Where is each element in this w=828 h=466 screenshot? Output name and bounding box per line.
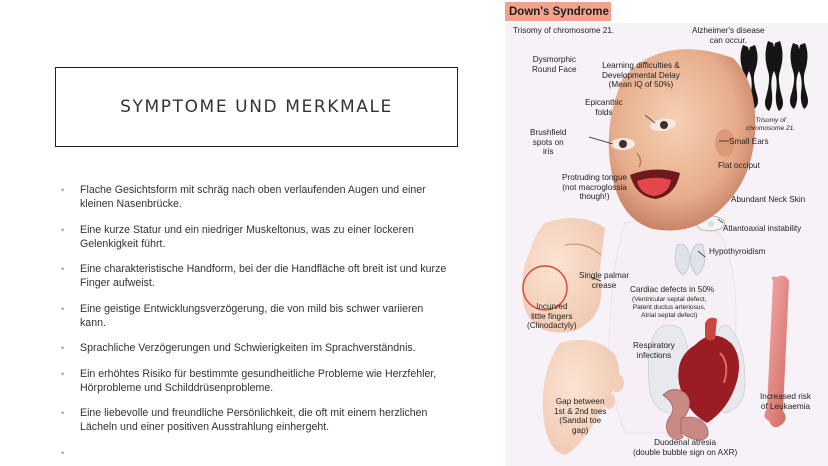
label-learning-line2: Developmental Delay xyxy=(602,70,680,80)
bullet-marker: • xyxy=(61,185,65,195)
label-tongue-line3: though!) xyxy=(579,192,610,202)
infographic-title: Down's Syndrome xyxy=(505,2,611,21)
label-duodenal xyxy=(633,438,737,457)
bullet-text: Eine geistige Entwicklungsverzögerung, die von mild bis schwer variieren kann. xyxy=(80,302,424,329)
label-dysmorphic-line1: Dysmorphic xyxy=(532,55,576,64)
label-cardiac-detail-line3: Atrial septal defect) xyxy=(640,311,698,319)
bullet-marker: • xyxy=(61,224,65,235)
bullet-text: Eine kurze Statur und ein niedriger Muskeltonus, was zu einer lockeren Gelenkigkeit führt. xyxy=(80,223,414,250)
bullet-marker: • xyxy=(61,303,65,314)
label-brushfield-line3: iris xyxy=(542,147,554,157)
label-gap-line4: gap) xyxy=(571,425,589,435)
label-gap xyxy=(554,397,606,435)
label-cardiac-detail-line1: (Ventricular septal defect, xyxy=(632,296,707,303)
bullet-text: Eine charakteristische Handform, bei der die Handfläche oft breit ist und kurze Finger aufweist. xyxy=(80,263,447,289)
bullet-marker: • xyxy=(61,264,65,274)
eye-left-icon xyxy=(611,138,635,150)
label-palmar-line1: Single palmar xyxy=(579,271,630,280)
downs-syndrome-infographic xyxy=(505,2,828,466)
label-duodenal-line2: (double bubble sign on AXR) xyxy=(633,447,738,457)
label-flat-occiput: Flat occiput xyxy=(718,161,760,170)
bullet-item xyxy=(60,406,450,434)
bullet-text: Flache Gesichtsform mit schräg nach oben verlaufenden Augen und einer kleinen Nasenbrücke. xyxy=(80,184,426,210)
label-chromosome-line2: chromosome 21. xyxy=(746,124,796,132)
label-learning-line3: (Mean IQ of 50%) xyxy=(608,80,674,90)
bullet-item xyxy=(60,302,450,330)
label-incurved xyxy=(527,302,577,331)
label-chromosome-caption xyxy=(746,117,795,133)
bullet-item xyxy=(60,367,450,395)
label-incurved-line3: (Clinodactyly) xyxy=(527,321,577,331)
infographic-header xyxy=(505,2,828,23)
label-trisomy: Trisomy of chromosome 21. xyxy=(513,26,615,35)
label-respiratory-line2: infections xyxy=(636,350,672,360)
label-cardiac-detail-line2: Patent ductus arteriosus, xyxy=(632,303,706,311)
label-brushfield xyxy=(530,128,566,157)
bullet-text: Sprachliche Verzögerungen und Schwierigkeiten im Sprachverständnis. xyxy=(80,342,416,354)
label-incurved-line2: little fingers xyxy=(531,311,573,321)
label-brushfield-line1: Brushfield xyxy=(530,128,567,137)
bullet-marker: • xyxy=(61,447,65,458)
label-learning-line1: Learning difficulties & xyxy=(602,61,680,70)
label-neck-skin: Abundant Neck Skin xyxy=(731,195,806,204)
bullet-marker: • xyxy=(61,368,65,379)
bullet-marker: • xyxy=(61,343,65,353)
label-tongue xyxy=(562,173,627,202)
bullet-marker: • xyxy=(61,408,65,418)
label-palmar xyxy=(579,271,629,290)
label-hypothyroidism: Hypothyroidism xyxy=(709,247,766,256)
label-leukaemia-line1: Increased risk xyxy=(760,392,811,401)
label-alzheimers-line1: Alzheimer's disease xyxy=(692,26,765,35)
bullet-item xyxy=(60,223,450,251)
label-leukaemia xyxy=(760,392,811,411)
bullet-item xyxy=(60,262,450,290)
bullet-item-empty xyxy=(60,446,450,460)
title-box xyxy=(55,67,458,147)
label-respiratory-line1: Respiratory xyxy=(633,341,675,350)
label-epicanthic-line2: folds xyxy=(595,107,613,117)
label-epicanthic xyxy=(585,98,623,117)
label-chromosome-line1: Trisomy of xyxy=(755,117,786,124)
infographic-body xyxy=(505,23,828,466)
label-duodenal-line1: Duodenal atresia xyxy=(654,438,717,447)
bullet-text: Eine liebevolle und freundliche Persönlichkeit, die oft mit einem herzlichen Lächeln und einer positiven Ausstrahlung einhergeht. xyxy=(80,407,428,433)
label-gap-line3: (Sandal toe xyxy=(559,416,602,426)
label-small-ears: Small Ears xyxy=(729,137,769,146)
label-atlantoaxial: Atlantoaxial instability xyxy=(723,224,802,233)
label-gap-line1: Gap between xyxy=(555,397,605,406)
label-brushfield-line2: spots on xyxy=(532,137,564,147)
label-learning xyxy=(602,61,680,90)
bullet-list xyxy=(60,183,450,466)
label-cardiac: Cardiac defects in 50% xyxy=(630,285,715,294)
label-alzheimers-line2: can occur. xyxy=(709,35,747,45)
label-leukaemia-line2: of Leukaemia xyxy=(760,401,811,411)
bullet-item xyxy=(60,183,450,211)
bullet-text: Ein erhöhtes Risiko für bestimmte gesundheitliche Probleme wie Herzfehler, Hörprobleme und Schilddrüsenprobleme. xyxy=(80,367,437,394)
label-tongue-line2: (not macroglossia xyxy=(562,182,627,192)
label-alzheimers xyxy=(692,26,765,45)
label-respiratory xyxy=(633,341,675,360)
label-epicanthic-line1: Epicanthic xyxy=(585,98,623,107)
slide-title: SYMPTOME UND MERKMALE xyxy=(120,97,393,117)
bullet-text xyxy=(80,446,450,460)
label-palmar-line2: crease xyxy=(591,280,617,290)
label-dysmorphic xyxy=(532,55,577,74)
label-gap-line2: 1st & 2nd toes xyxy=(554,406,607,416)
label-tongue-line1: Protruding tongue xyxy=(562,173,628,182)
label-incurved-line1: Incurved xyxy=(536,302,568,311)
label-cardiac-detail xyxy=(632,296,706,319)
bullet-item xyxy=(60,341,450,355)
label-dysmorphic-line2: Round Face xyxy=(532,64,577,74)
